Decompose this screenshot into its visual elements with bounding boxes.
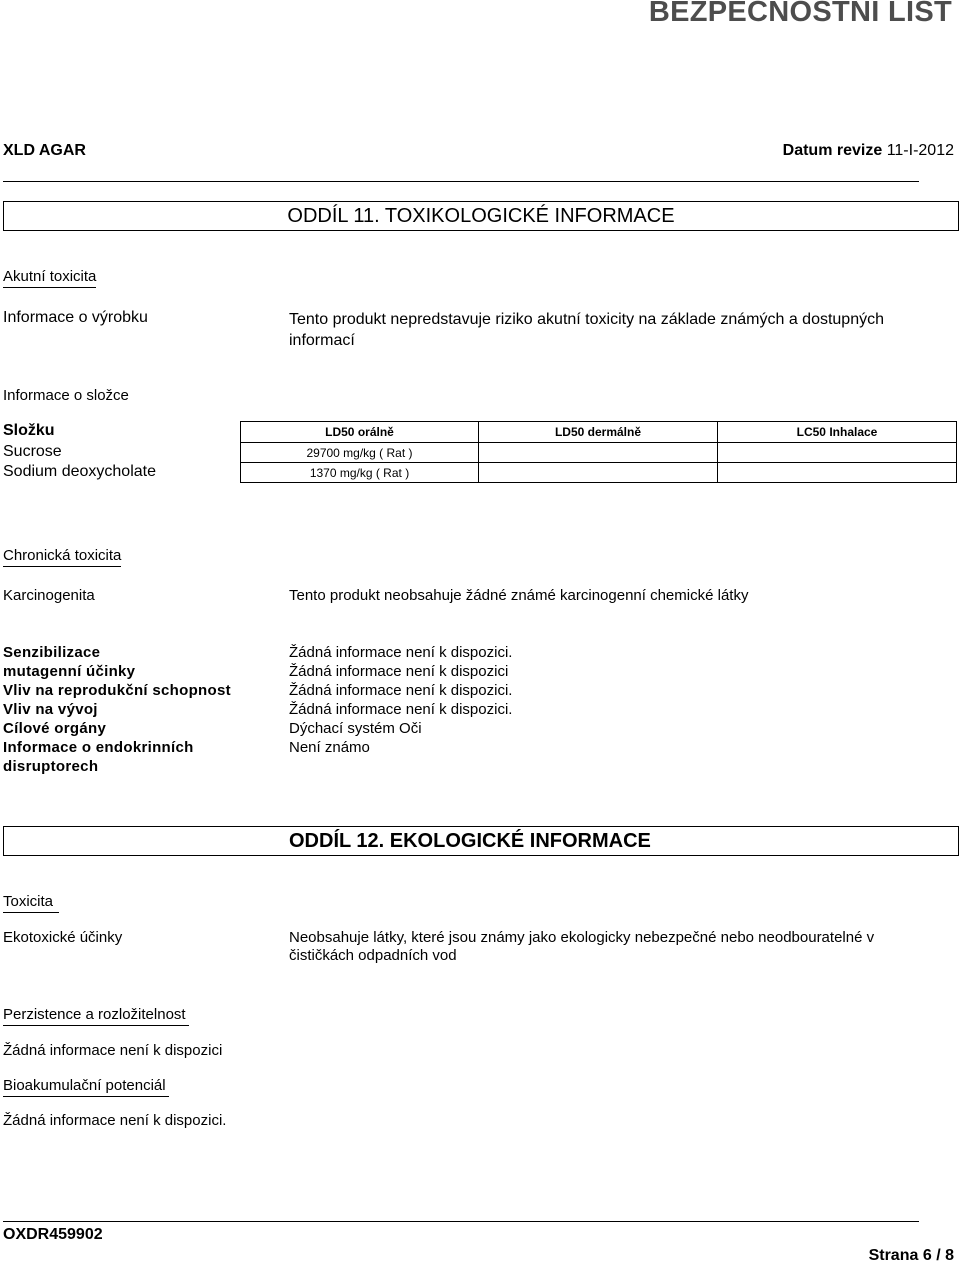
component-name-sodium-deoxycholate: Sodium deoxycholate — [3, 463, 156, 480]
cell-ld50-dermal — [479, 463, 718, 483]
property-value: Žádná informace není k dispozici — [289, 663, 509, 680]
table-header-row — [241, 422, 957, 443]
header-ld50-dermal: LD50 dermálně — [479, 422, 718, 443]
product-info-label: Informace o výrobku — [3, 309, 148, 326]
cell-lc50-inhalation — [718, 443, 957, 463]
footer-code: OXDR459902 — [3, 1226, 103, 1243]
bioaccumulation-text: Žádná informace není k dispozici. — [3, 1112, 227, 1129]
table-row — [241, 463, 957, 483]
component-info-label: Informace o složce — [3, 387, 129, 404]
cell-ld50-oral: 1370 mg/kg ( Rat ) — [241, 463, 479, 483]
page-label: Strana — [868, 1247, 919, 1264]
revision-date — [783, 142, 954, 160]
section-11-title: ODDÍL 11. TOXIKOLOGICKÉ INFORMACE — [3, 201, 959, 231]
toxicity-heading: Toxicita — [3, 893, 59, 911]
revision-value: 11-I-2012 — [886, 142, 954, 159]
property-value: Žádná informace není k dispozici. — [289, 701, 513, 718]
property-label: Cílové orgány — [3, 720, 107, 737]
acute-toxicity-heading: Akutní toxicita — [3, 268, 96, 286]
property-label: Vliv na vývoj — [3, 701, 98, 718]
property-values — [289, 643, 512, 757]
carcinogenicity-text: Tento produkt neobsahuje žádné známé karcinogenní chemické látky — [289, 587, 749, 604]
page-separator: / — [936, 1247, 941, 1264]
table-row — [241, 443, 957, 463]
property-label: Senzibilizace — [3, 644, 101, 661]
ecotoxic-text: Neobsahuje látky, které jsou známy jako ekologicky nebezpečné nebo neodbouratelné v čističkách odpadních vod — [289, 929, 875, 964]
page-total: 8 — [945, 1247, 954, 1264]
component-label: Složku — [3, 422, 55, 439]
revision-label: Datum revize — [782, 142, 883, 159]
cell-ld50-dermal — [479, 443, 718, 463]
page-number — [869, 1247, 954, 1265]
cell-ld50-oral: 29700 mg/kg ( Rat ) — [241, 443, 479, 463]
persistence-heading: Perzistence a rozložitelnost — [3, 1006, 189, 1024]
page-current: 6 — [922, 1247, 932, 1264]
product-name: XLD AGAR — [3, 142, 86, 159]
toxicity-table — [240, 421, 957, 483]
property-label: Informace o endokrinních disruptorech — [3, 739, 194, 775]
document-title: BEZPECNOSTNI LIST — [648, 0, 952, 28]
section-12-title: ODDÍL 12. EKOLOGICKÉ INFORMACE — [3, 826, 959, 856]
header-lc50-inhalation: LC50 Inhalace — [718, 422, 957, 443]
property-label: mutagenní účinky — [3, 663, 136, 680]
footer-rule — [3, 1221, 919, 1222]
property-value: Žádná informace není k dispozici. — [289, 682, 513, 699]
chronic-toxicity-heading: Chronická toxicita — [3, 547, 121, 565]
property-labels — [3, 643, 273, 776]
property-value: Žádná informace není k dispozici. — [289, 644, 513, 661]
property-value: Dýchací systém Oči — [289, 720, 422, 737]
cell-lc50-inhalation — [718, 463, 957, 483]
property-label: Vliv na reprodukční schopnost — [3, 682, 231, 699]
header-rule — [3, 181, 919, 182]
component-name-sucrose: Sucrose — [3, 443, 62, 460]
header-ld50-oral: LD50 orálně — [241, 422, 479, 443]
property-value: Není známo — [289, 739, 370, 756]
product-info-text: Tento produkt nepredstavuje riziko akutní toxicity na základe známých a dostupných informací — [289, 311, 884, 349]
ecotoxic-label: Ekotoxické účinky — [3, 929, 123, 946]
bioaccumulation-heading: Bioakumulační potenciál — [3, 1077, 169, 1095]
carcinogenicity-label: Karcinogenita — [3, 587, 95, 604]
persistence-text: Žádná informace není k dispozici — [3, 1042, 223, 1059]
